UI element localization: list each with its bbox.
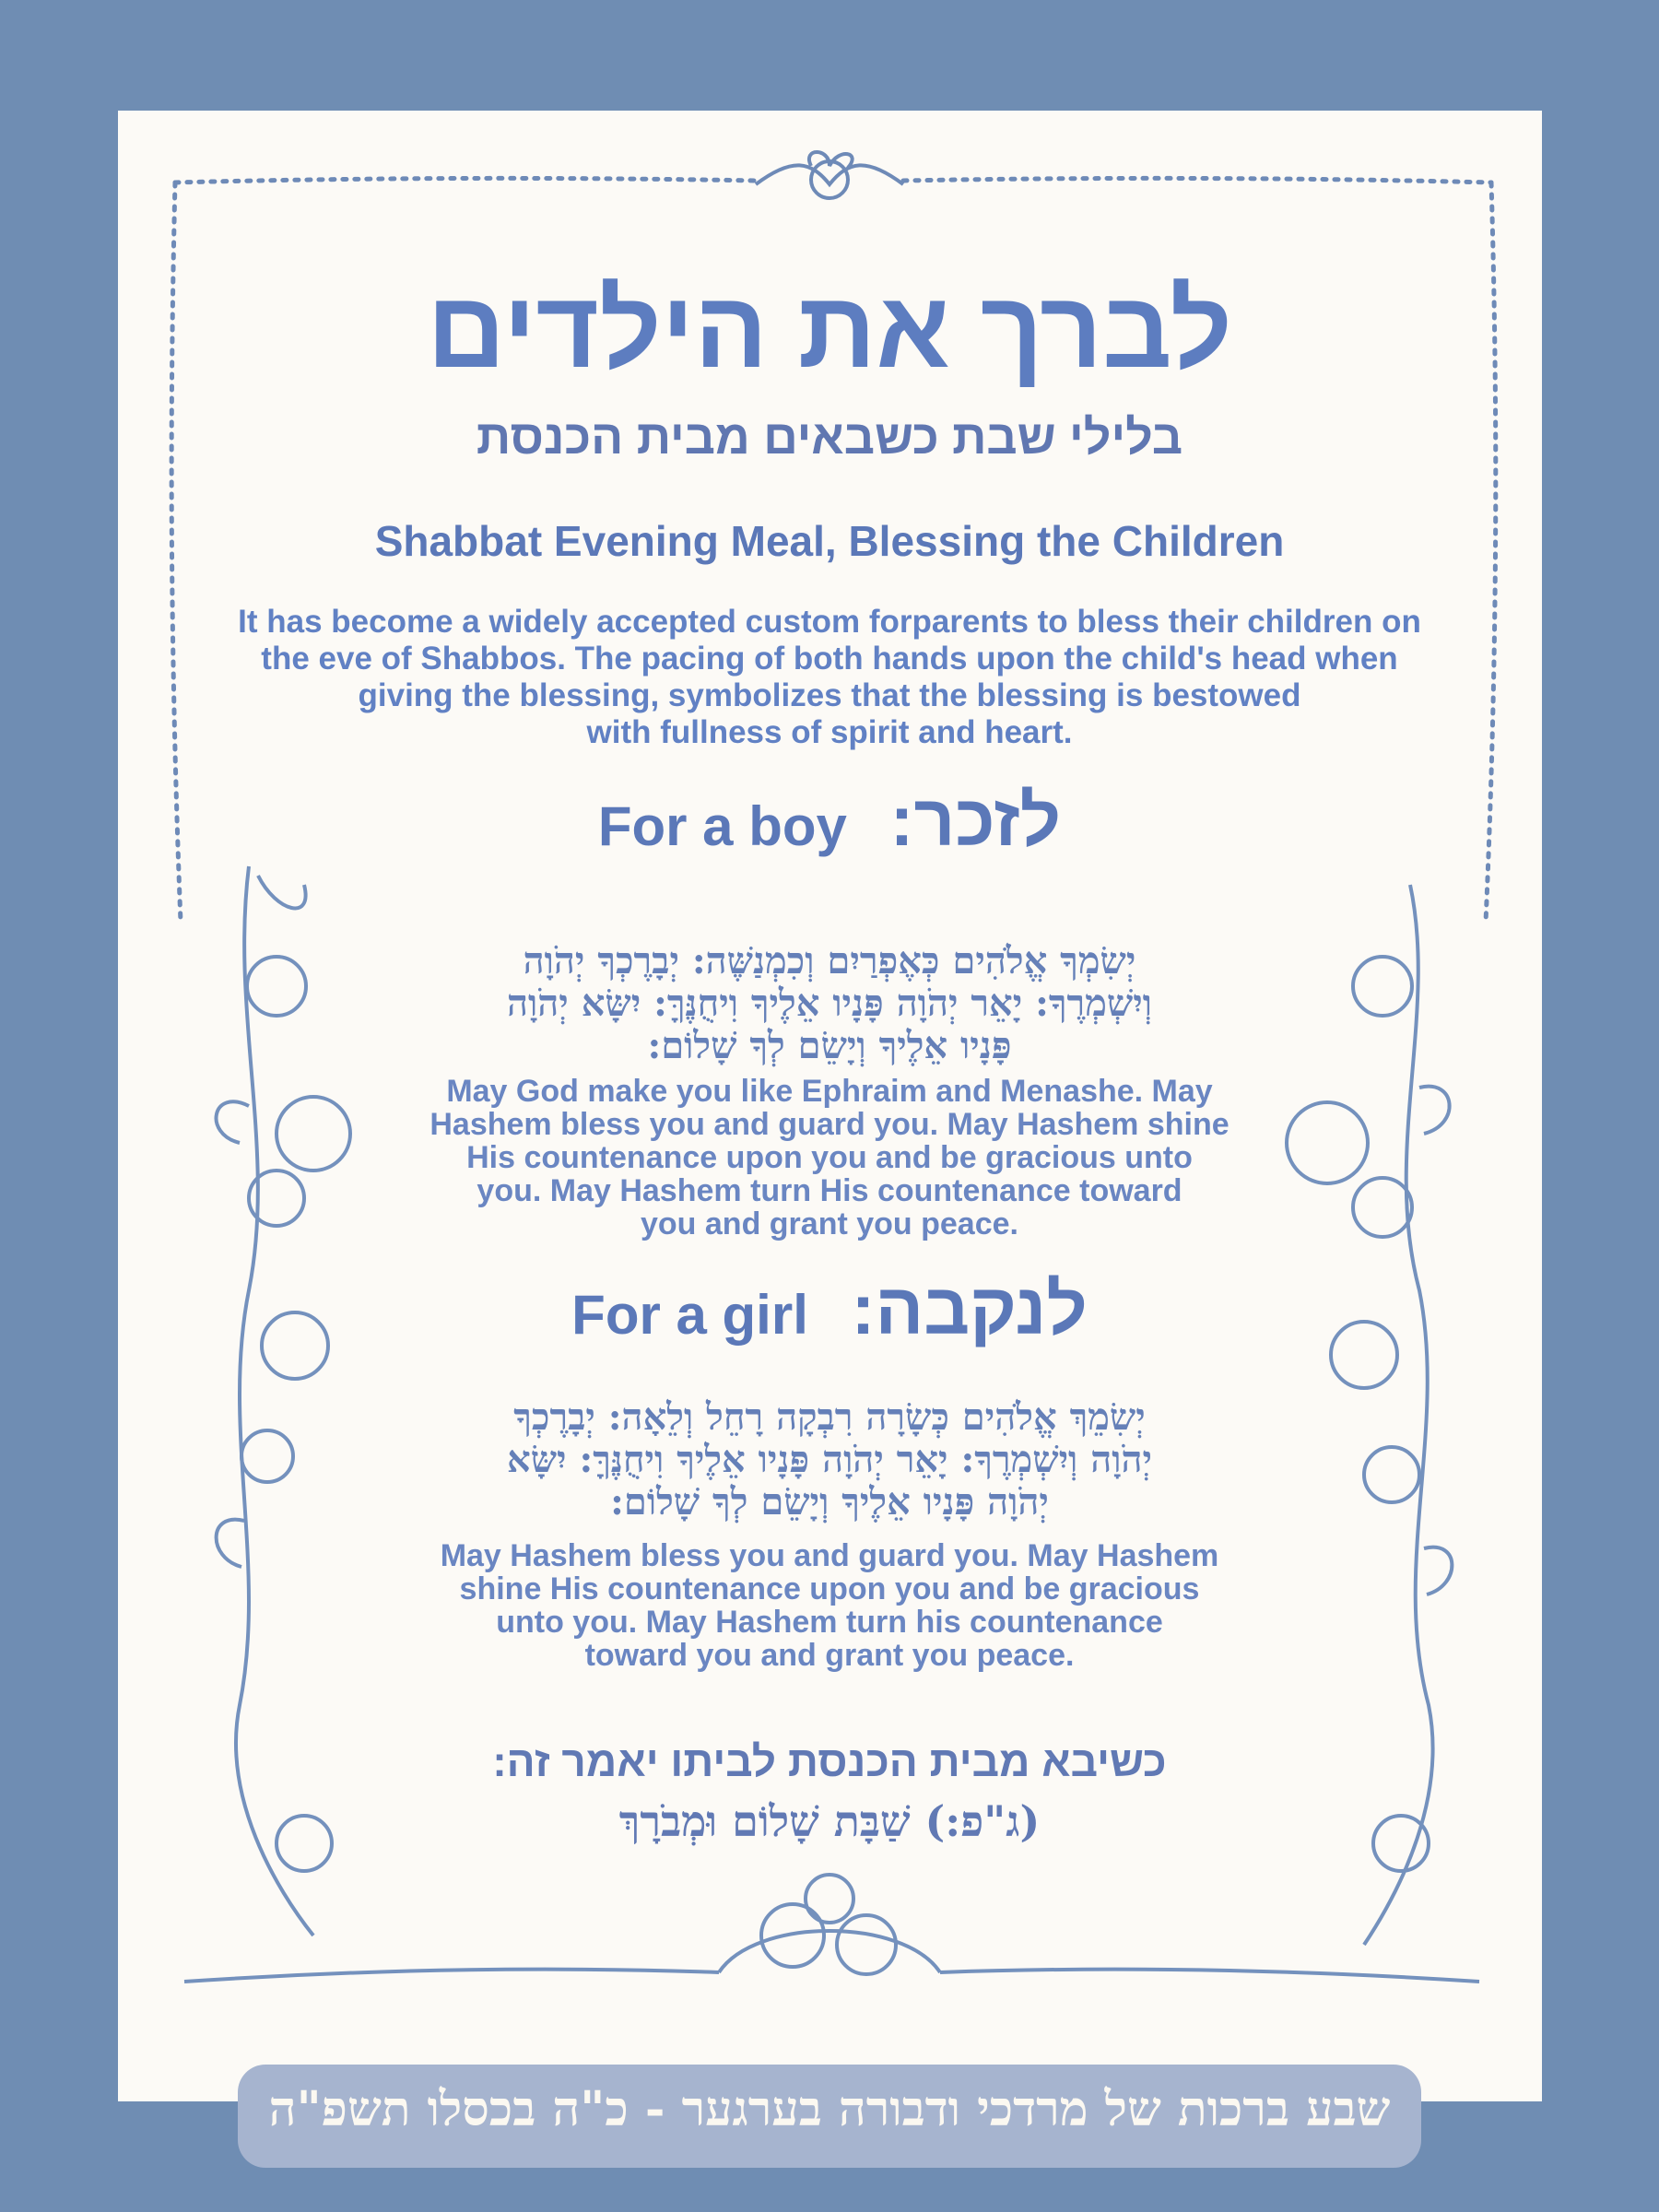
boy-blessing-hebrew <box>350 940 1309 1067</box>
english-line: shine His countenance upon you and be gracious <box>459 1571 1200 1606</box>
intro-line: giving the blessing, symbolizes that the blessing is bestowed <box>358 677 1301 713</box>
girl-blessing-hebrew <box>350 1396 1309 1524</box>
hebrew-line: וְיִשְׁמְרֶךָ: יָאֵר יְהֹוָה פָּנָיו אֵלֶיךָ וִיחֻנֶּךָּ: יִשָּׂא יְהֹוָה <box>507 982 1152 1025</box>
intro-line: with fullness of spirit and heart. <box>586 714 1073 750</box>
english-title: Shabbat Evening Meal, Blessing the Children <box>374 517 1285 565</box>
footer-dedication: שבע ברכות של מרדכי ודבורה בערגער - כ"ה בכסלו תשפ"ה <box>268 2081 1391 2137</box>
girl-heading-english: For a girl <box>571 1284 808 1346</box>
girl-heading-hebrew: לנקבה: <box>851 1268 1088 1349</box>
english-line: May Hashem bless you and guard you. May Hashem <box>440 1538 1219 1573</box>
closing-greeting: (ג"פ:) שַׁבָּת שָׁלוֹם וּמְבֹרָךְ <box>618 1796 1041 1846</box>
english-line: May God make you like Ephraim and Menashe. May <box>446 1074 1213 1109</box>
bottom-rose-ornament <box>184 1875 1479 1982</box>
english-line: Hashem bless you and guard you. May Hashem shine <box>429 1107 1230 1142</box>
boy-heading <box>0 779 1659 863</box>
hebrew-line: יְהֹוָה פָּנָיו אֵלֶיךָ וְיָשֵׂם לְךָ שָׁלוֹם: <box>610 1480 1049 1524</box>
english-line: toward you and grant you peace. <box>584 1638 1075 1673</box>
closing-instruction: כשיבא מבית הכנסת לביתו יאמר זה: <box>492 1737 1167 1785</box>
hebrew-line: יְהֹוָה וְיִשְׁמְרֶךָ: יָאֵר יְהֹוָה פָּנָיו אֵלֶיךָ וִיחֻנֶּךָּ: יִשָּׂא <box>507 1438 1152 1481</box>
english-line: unto you. May Hashem turn his countenance <box>496 1605 1163 1640</box>
page-title: לברך את הילדים <box>427 269 1232 391</box>
english-line: you. May Hashem turn His countenance toward <box>477 1173 1182 1208</box>
intro-line: It has become a widely accepted custom forparents to bless their children on <box>238 604 1421 640</box>
boy-blessing-english <box>350 1075 1309 1241</box>
english-line: you and grant you peace. <box>641 1206 1018 1241</box>
hebrew-line: יְשִׂמֵךְ אֱלֹהִים כְּשָׂרָה רִבְקָה רָחֵל וְלֵאָה: יְבָרֶכְךָ <box>513 1395 1146 1439</box>
girl-blessing-english <box>369 1539 1290 1672</box>
girl-heading <box>0 1267 1659 1351</box>
hebrew-line: פָּנָיו אֵלֶיךָ וְיָשֵׂם לְךָ שָׁלוֹם: <box>647 1024 1012 1067</box>
boy-heading-hebrew: לזכר: <box>889 780 1062 861</box>
english-line: His countenance upon you and be gracious unto <box>466 1140 1193 1175</box>
page-subtitle: בלילי שבת כשבאים מבית הכנסת <box>476 411 1183 465</box>
top-rose-ornament <box>756 165 903 184</box>
intro-line: the eve of Shabbos. The pacing of both hands upon the child's head when <box>261 641 1398 677</box>
intro-paragraph <box>0 604 1659 751</box>
hebrew-line: יְשִׂמְךָ אֱלֹהִים כְּאֶפְרַיִם וְכִמְנַשֶּׁה: יְבָרֶכְךָ יְהֹוָה <box>523 939 1136 982</box>
boy-heading-english: For a boy <box>597 795 847 857</box>
